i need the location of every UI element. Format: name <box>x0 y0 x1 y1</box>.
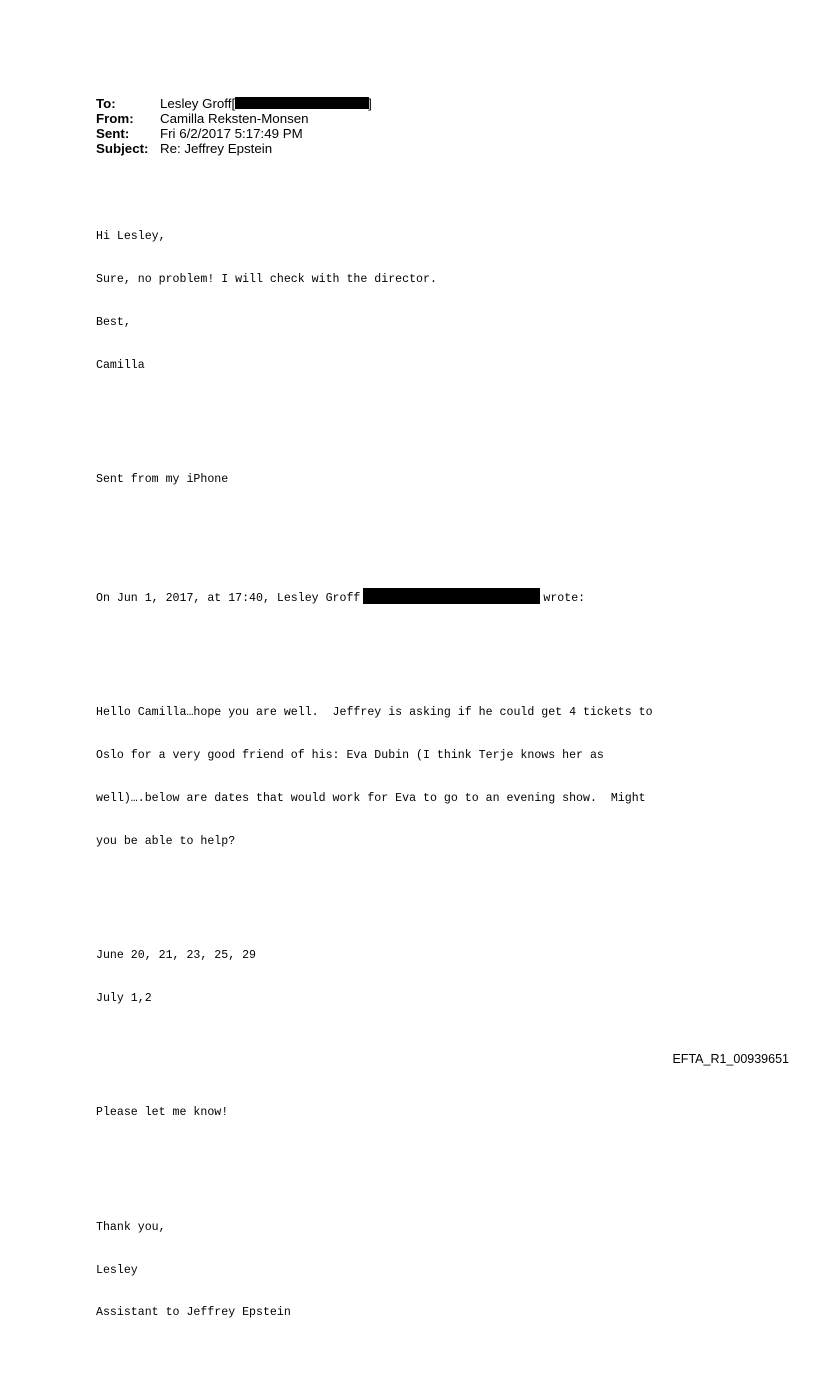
quote-intro-after: wrote: <box>543 591 586 605</box>
sent-value: Fri 6/2/2017 5:17:49 PM <box>160 126 303 141</box>
quote-dates <box>96 920 653 1034</box>
reply-line: Sure, no problem! I will check with the director. <box>96 273 437 287</box>
email-body <box>96 173 653 1378</box>
redaction-bar <box>363 588 540 604</box>
quote-intro-line <box>96 588 653 606</box>
request-line: Please let me know! <box>96 1106 229 1120</box>
sent-row <box>96 126 372 141</box>
dates-line: July 1,2 <box>96 991 152 1005</box>
to-row <box>96 96 372 111</box>
quote-line: Oslo for a very good friend of his: Eva Dubin (I think Terje knows her as <box>96 748 604 762</box>
reply-signature <box>96 445 653 516</box>
reply-message <box>96 202 653 402</box>
subject-row <box>96 141 372 156</box>
quote-line: Hello Camilla…hope you are well. Jeffrey is asking if he could get 4 tickets to <box>96 705 653 719</box>
to-value <box>160 96 372 111</box>
redaction-bar <box>235 97 369 109</box>
closing-line: Assistant to Jeffrey Epstein <box>96 1306 291 1320</box>
document-id: EFTA_R1_00939651 <box>672 1052 789 1066</box>
to-bracket-close: ] <box>368 96 372 111</box>
from-row <box>96 111 372 126</box>
reply-line: Camilla <box>96 358 145 372</box>
quote-intro <box>96 559 653 634</box>
email-header <box>96 96 372 156</box>
to-label: To: <box>96 96 116 111</box>
sent-label: Sent: <box>96 126 130 141</box>
to-name: Lesley Groff <box>160 96 232 111</box>
reply-line: Hi Lesley, <box>96 230 166 244</box>
closing-line: Lesley <box>96 1263 138 1277</box>
subject-label: Subject: <box>96 141 149 156</box>
from-label: From: <box>96 111 134 126</box>
quote-line: well)….below are dates that would work for Eva to go to an evening show. Might <box>96 791 646 805</box>
reply-line: Best, <box>96 315 131 329</box>
quote-line: you be able to help? <box>96 834 236 848</box>
from-value: Camilla Reksten-Monsen <box>160 111 309 126</box>
signature-line: Sent from my iPhone <box>96 473 229 487</box>
dates-line: June 20, 21, 23, 25, 29 <box>96 949 257 963</box>
to-bracket-open: [ <box>231 96 236 111</box>
quote-request <box>96 1078 653 1149</box>
subject-value: Re: Jeffrey Epstein <box>160 141 273 156</box>
quote-closing <box>96 1192 653 1349</box>
quote-intro-before: On Jun 1, 2017, at 17:40, Lesley Groff <box>96 591 361 605</box>
quote-paragraph <box>96 677 653 877</box>
closing-line: Thank you, <box>96 1220 166 1234</box>
